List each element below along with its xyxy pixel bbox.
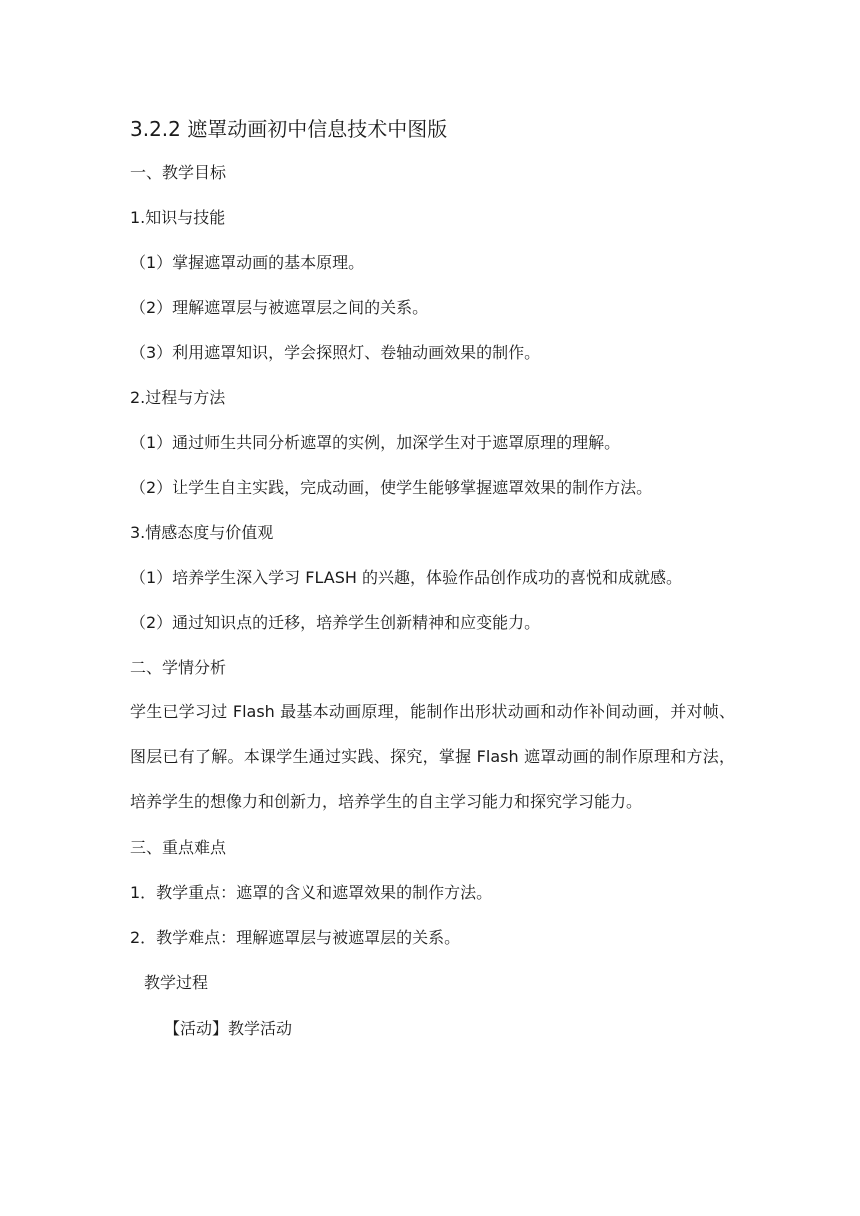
subsection-heading-knowledge: 1.知识与技能	[130, 208, 226, 227]
subsection-heading-process-method: 2.过程与方法	[130, 388, 226, 407]
list-item: （2）让学生自主实践，完成动画，使学生能够掌握遮罩效果的制作方法。	[130, 478, 653, 497]
list-item: （1）通过师生共同分析遮罩的实例，加深学生对于遮罩原理的理解。	[130, 433, 621, 452]
list-item: （3）利用遮罩知识，学会探照灯、卷轴动画效果的制作。	[130, 343, 541, 362]
section-heading-analysis: 二、学情分析	[130, 658, 227, 677]
list-item: （1）培养学生深入学习 FLASH 的兴趣，体验作品创作成功的喜悦和成就感。	[130, 568, 682, 587]
list-item: 1．教学重点：遮罩的含义和遮罩效果的制作方法。	[130, 883, 493, 902]
section-heading-objectives: 一、教学目标	[130, 163, 227, 182]
list-item: （2）通过知识点的迁移，培养学生创新精神和应变能力。	[130, 613, 541, 632]
document-title: 3.2.2 遮罩动画初中信息技术中图版	[130, 117, 448, 141]
subsection-heading-attitude: 3.情感态度与价值观	[130, 523, 274, 542]
analysis-paragraph: 学生已学习过 Flash 最基本动画原理，能制作出形状动画和动作补间动画，并对帧、图层已有了解。本课学生通过实践、探究，掌握 Flash 遮罩动画的制作原理和方法，培养学生的想像力和创新力，培养学生的自主学习能力和探究学习能力。	[130, 702, 735, 811]
section-heading-key-points: 三、重点难点	[130, 838, 227, 857]
list-item: （1）掌握遮罩动画的基本原理。	[130, 253, 365, 272]
process-heading: 教学过程	[144, 973, 209, 992]
activity-heading: 【活动】教学活动	[164, 1019, 293, 1038]
list-item: 2．教学难点：理解遮罩层与被遮罩层的关系。	[130, 928, 461, 947]
list-item: （2）理解遮罩层与被遮罩层之间的关系。	[130, 298, 429, 317]
